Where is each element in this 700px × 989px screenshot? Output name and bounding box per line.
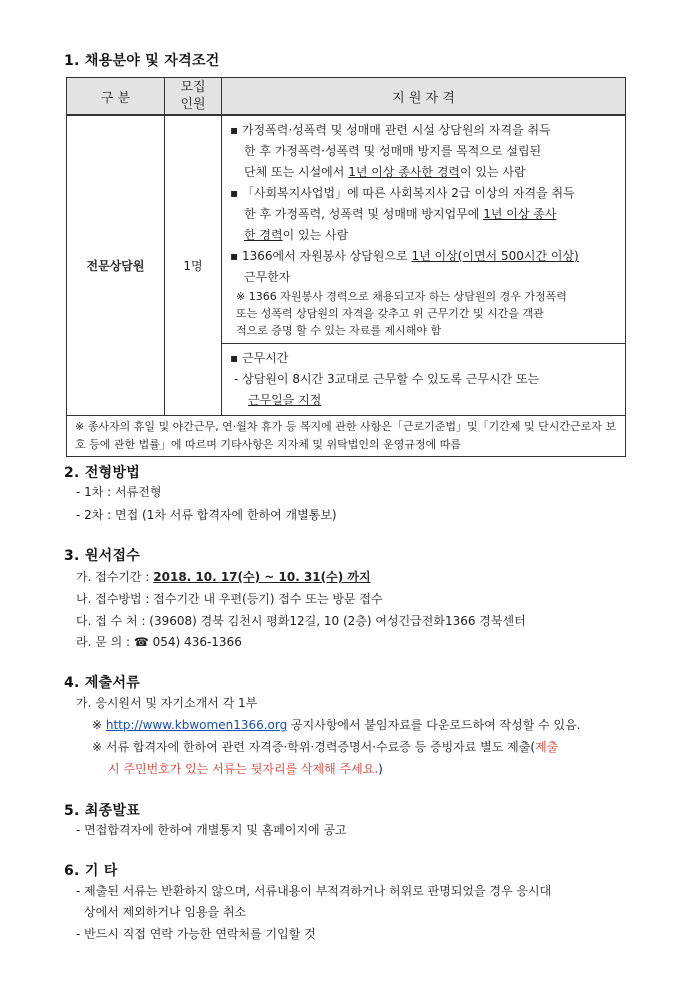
table-row [67,115,626,344]
work-hours-cell [222,344,626,416]
table-footnote-row [67,416,626,457]
qual-1-line-2: 한 후 가정폭력·성폭력 및 성매매 방지를 목적으로 설립된 [244,144,542,158]
documents-note-2-cont: 시 주민번호가 있는 서류는 뒷자리를 삭제해 주세요.) [108,762,383,776]
work-hours-line-2: 근무일을 지정 [248,393,322,407]
documents-note-2: ※ 서류 합격자에 한하여 관련 자격증·학위·경력증명서·수료증 등 증빙자료 별도 제출(제출 [92,740,559,754]
qual-1-line-3: 단체 또는 시설에서 1년 이상 종사한 경력이 있는 사람 [244,165,526,179]
final-announcement-line: - 면접합격자에 한하여 개별통지 및 홈페이지에 공고 [76,823,347,837]
table-header-row [67,78,626,116]
other-line-2: 상에서 제외하거나 임용을 취소 [84,905,247,919]
recruit-count-cell: 1명 [165,115,222,416]
work-hours-title: ▪ 근무시간 [230,351,289,365]
qual-2-line-1: ▪ 「사회복지사업법」에 따른 사회복지사 2급 이상의 자격을 취득 [230,186,575,200]
section-3-title: 3. 원서접수 [64,548,141,564]
header-recruit-count: 모집 인원 [165,78,222,116]
section-4-title: 4. 제출서류 [64,675,141,691]
note-line-3: 적으로 증명 할 수 있는 자료를 제시해야 함 [236,324,442,337]
section-2-title: 2. 전형방법 [64,465,141,481]
selection-line-2: - 2차 : 면접 (1차 서류 합격자에 한하여 개별통보) [76,508,337,522]
note-line-1: ※ 1366 자원봉사 경력으로 채용되고자 하는 상담원의 경우 가정폭력 [236,290,567,303]
documents-note-1: ※ http://www.kbwomen1366.org 공지사항에서 붙임자료를 다운로드하여 작성할 수 있음. [92,718,581,732]
documents-line-1: 가. 응시원서 및 자기소개서 각 1부 [76,696,258,710]
category-cell: 전문상담원 [67,115,165,416]
application-method: 나. 접수방법 : 접수기간 내 우편(등기) 접수 또는 방문 접수 [76,592,383,606]
qual-2-line-3: 한 경력이 있는 사람 [244,228,349,242]
section-6-title: 6. 기 타 [64,863,118,879]
table-footnote: ※ 종사자의 휴일 및 야간근무, 연·월차 휴가 등 복지에 관한 사항은「근로기준법」및「기간제 및 단시간근로자 보호 등에 관한 법률」에 따르며 기타사항은 지자체 및 위탁법인의 운영규정에 따름 [67,416,626,457]
work-hours-line-1: - 상담원이 8시간 3교대로 근무할 수 있도록 근무시간 또는 [234,372,540,386]
qual-3-line-1: ▪ 1366에서 자원봉사 상담원으로 1년 이상(이면서 500시간 이상) [230,249,579,263]
application-period: 가. 접수기간 : 2018. 10. 17(수) ~ 10. 31(수) 까지 [76,570,371,584]
application-address: 다. 접 수 처 : (39608) 경북 김천시 평화12길, 10 (2층) 여성긴급전화1366 경북센터 [76,614,526,628]
section-5-title: 5. 최종발표 [64,803,141,819]
qual-3-line-2: 근무한자 [244,270,291,284]
qual-1-line-1: ▪ 가정폭력·성폭력 및 성매매 관련 시설 상담원의 자격을 취득 [230,123,551,137]
header-category: 구 분 [67,78,165,116]
note-line-2: 또는 성폭력 상담원의 자격을 갖추고 위 근무기간 및 시간을 객관 [236,307,544,320]
selection-line-1: - 1차 : 서류전형 [76,485,162,499]
qualification-cell [222,115,626,344]
other-line-1: - 제출된 서류는 반환하지 않으며, 서류내용이 부적격하거나 허위로 판명되었을 경우 응시대 [76,884,552,898]
other-line-3: - 반드시 직접 연락 가능한 연락처를 기입할 것 [76,927,316,941]
qual-2-line-2: 한 후 가정폭력, 성폭력 및 성매매 방지업무에 1년 이상 종사 [244,207,557,221]
section-1-title: 1. 채용분야 및 자격조건 [64,53,220,69]
qualification-table [66,77,626,457]
header-qualification: 지 원 자 격 [222,78,626,116]
homepage-link[interactable]: http://www.kbwomen1366.org [105,718,288,732]
inquiry-phone: 라. 문 의 : ☎ 054) 436-1366 [76,635,242,649]
